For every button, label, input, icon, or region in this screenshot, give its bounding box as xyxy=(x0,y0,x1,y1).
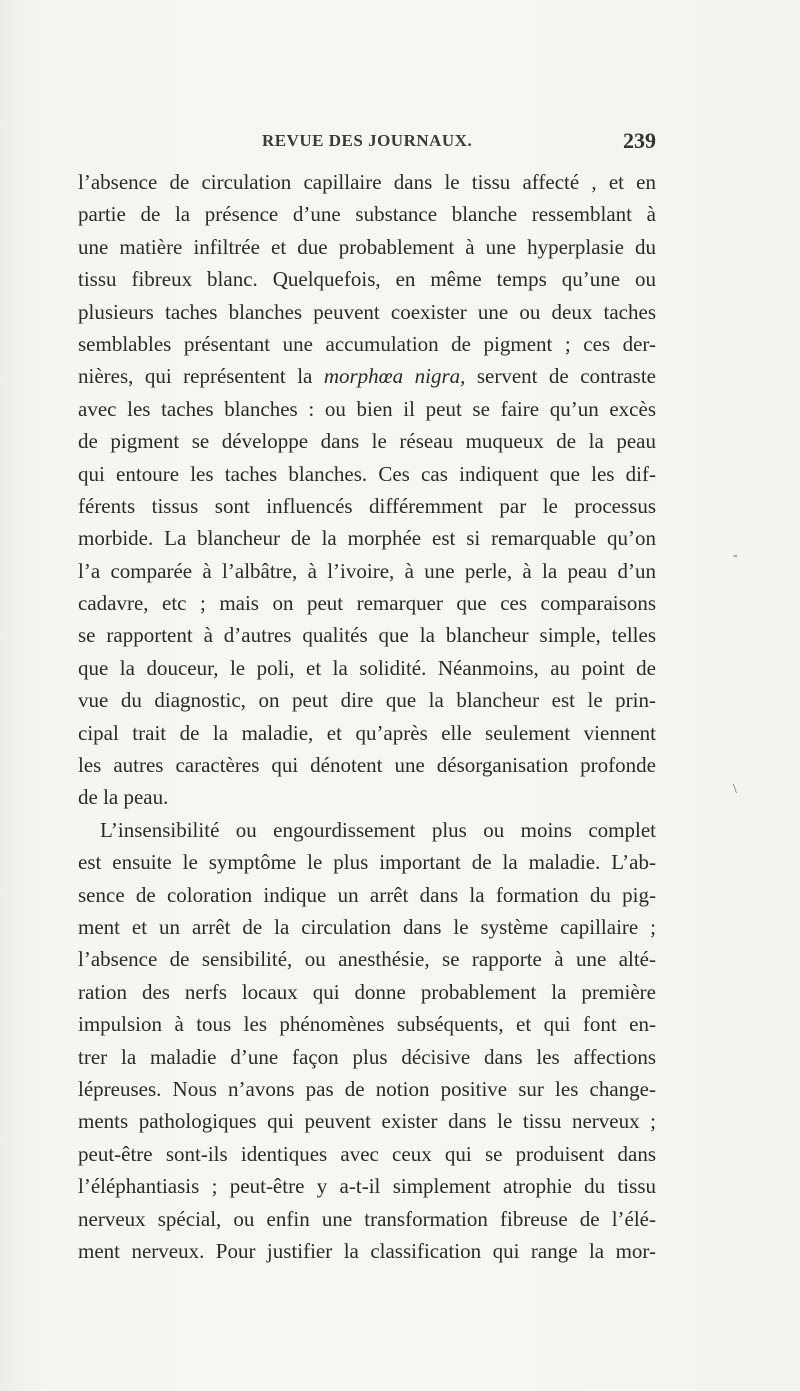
text-line: semblables présentant une accumulation de pigment ; ces der- xyxy=(78,331,656,356)
text-line: impulsion à tous les phénomènes subséquents, et qui font en- xyxy=(78,1012,656,1037)
text-line: plusieurs taches blanches peuvent coexister une ou deux taches xyxy=(78,299,656,324)
margin-speck: - xyxy=(733,548,738,563)
text-line: peut-être sont-ils identiques avec ceux qui se produisent dans xyxy=(78,1141,656,1166)
text-line: l’absence de sensibilité, ou anesthésie, se rapporte à une alté- xyxy=(78,947,656,972)
margin-speck: \ xyxy=(733,782,737,797)
text-line: nières, qui représentent la morphœa nigra, servent de contraste xyxy=(78,364,656,389)
text-line: est ensuite le symptôme le plus important de la maladie. L’ab- xyxy=(78,850,656,875)
page-number: 239 xyxy=(623,128,656,153)
italic-term: morphœa nigra, xyxy=(323,364,466,389)
text-line: tissu fibreux blanc. Quelquefois, en même temps qu’une ou xyxy=(78,267,656,292)
text-line: se rapportent à d’autres qualités que la blancheur simple, telles xyxy=(78,623,656,648)
text-line: ment nerveux. Pour justifier la classification qui range la mor- xyxy=(78,1238,656,1263)
text-line: sence de coloration indique un arrêt dans la formation du pig- xyxy=(78,882,656,907)
text-line: une matière infiltrée et due probablement à une hyperplasie du xyxy=(78,234,656,259)
text-line: ment et un arrêt de la circulation dans le système capillaire ; xyxy=(78,914,656,939)
text-line: avec les taches blanches : ou bien il peut se faire qu’un excès xyxy=(78,396,656,421)
text-line: lépreuses. Nous n’avons pas de notion positive sur les change- xyxy=(78,1076,656,1101)
text-line: nerveux spécial, ou enfin une transformation fibreuse de l’élé- xyxy=(78,1206,656,1231)
text-line: cadavre, etc ; mais on peut remarquer que ces comparaisons xyxy=(78,591,656,616)
paragraph-start-line: L’insensibilité ou engourdissement plus ou moins complet xyxy=(100,817,656,842)
text-line: qui entoure les taches blanches. Ces cas indiquent que les dif- xyxy=(78,461,656,486)
text-line: l’éléphantiasis ; peut-être y a-t-il simplement atrophie du tissu xyxy=(78,1174,656,1199)
text-line: vue du diagnostic, on peut dire que la blancheur est le prin- xyxy=(78,688,656,713)
text-line: que la douceur, le poli, et la solidité. Néanmoins, au point de xyxy=(78,655,656,680)
text-line: cipal trait de la maladie, et qu’après elle seulement viennent xyxy=(78,720,656,745)
text-line: trer la maladie d’une façon plus décisive dans les affections xyxy=(78,1044,656,1069)
text-line: ration des nerfs locaux qui donne probablement la première xyxy=(78,979,656,1004)
running-head xyxy=(78,128,656,158)
text-line: l’a comparée à l’albâtre, à l’ivoire, à une perle, à la peau d’un xyxy=(78,558,656,583)
running-title: REVUE DES JOURNAUX. xyxy=(262,131,473,150)
text-line: l’absence de circulation capillaire dans le tissu affecté , et en xyxy=(78,170,656,194)
text-line: de la peau. xyxy=(78,785,169,810)
text-line: de pigment se développe dans le réseau muqueux de la peau xyxy=(78,429,656,454)
text-line: ments pathologiques qui peuvent exister dans le tissu nerveux ; xyxy=(78,1109,656,1134)
text-line: morbide. La blancheur de la morphée est si remarquable qu’on xyxy=(78,526,656,551)
text-line: partie de la présence d’une substance blanche ressemblant à xyxy=(78,202,656,227)
text-line: férents tissus sont influencés différemment par le processus xyxy=(78,493,656,518)
text-line: les autres caractères qui dénotent une désorganisation profonde xyxy=(78,753,656,778)
body-text xyxy=(78,166,656,1267)
